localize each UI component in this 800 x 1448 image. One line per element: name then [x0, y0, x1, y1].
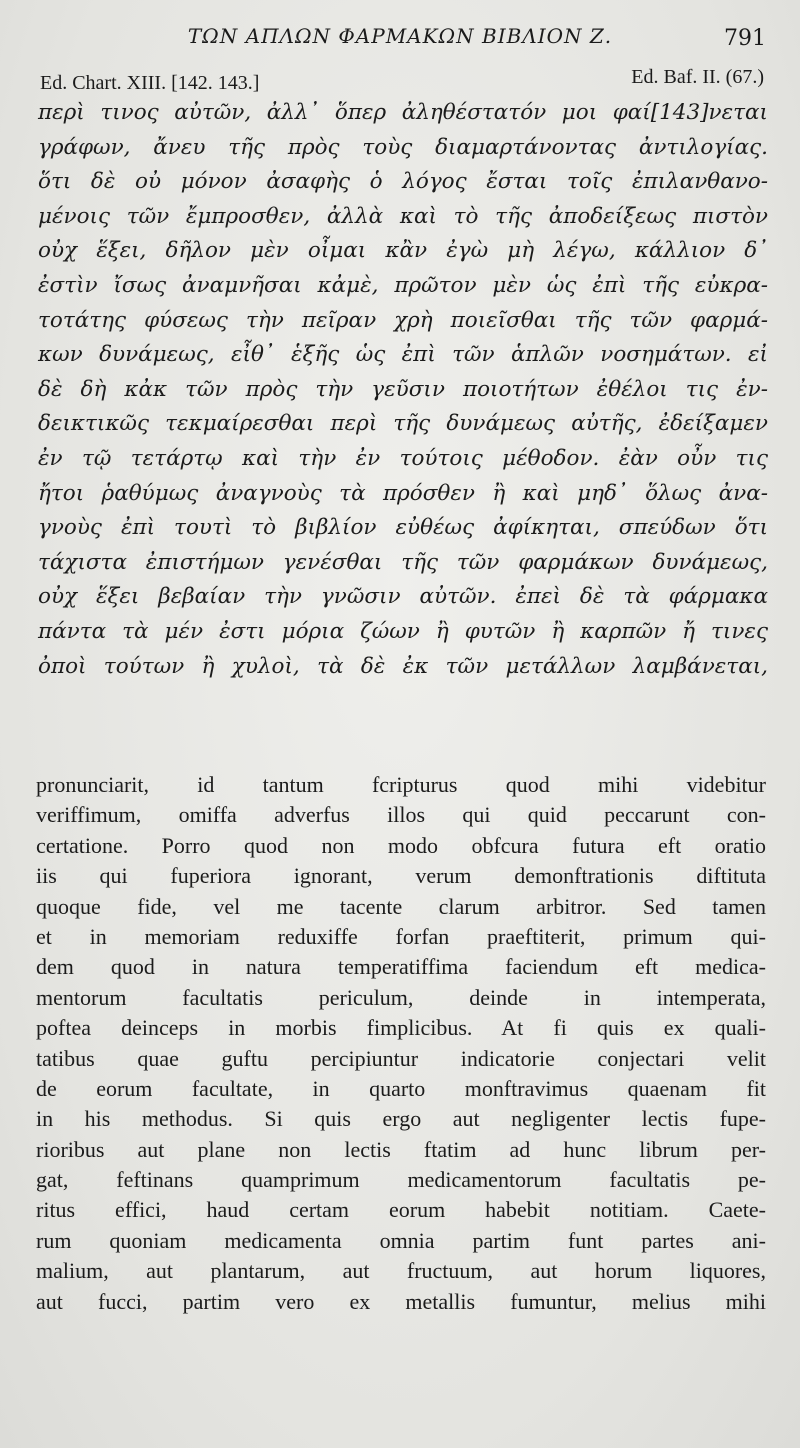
latin-text-block — [36, 770, 766, 1317]
greek-line: τάχιστα ἐπιστήμων γενέσθαι τῆς τῶν φαρμάκων δυνάμεως, — [38, 549, 768, 575]
page-number: 791 — [724, 26, 766, 51]
latin-line: dem quod in natura temperatiffima faciendum eft medica- — [36, 954, 766, 980]
greek-line: ἤτοι ῥαθύμως ἀναγνοὺς τὰ πρόσθεν ἢ καὶ μηδ᾽ ὅλως ἀνα- — [38, 480, 768, 506]
latin-line: ritus effici, haud certam eorum habebit notitiam. Caete- — [36, 1197, 766, 1223]
latin-line: aut fucci, partim vero ex metallis fumuntur, melius mihi — [36, 1288, 766, 1314]
latin-line: malium, aut plantarum, aut fructuum, aut horum liquores, — [36, 1258, 766, 1284]
greek-text-block — [38, 96, 768, 684]
greek-line: οὐχ ἕξει, δῆλον μὲν οἶμαι κἂν ἐγὼ μὴ λέγω, κάλλιον δ᾽ — [38, 238, 768, 264]
latin-line: iis qui fuperiora ignorant, verum demonftrationis diftituta — [36, 863, 766, 889]
latin-line: mentorum facultatis periculum, deinde in intemperata, — [36, 984, 766, 1010]
greek-line: μένοις τῶν ἔμπροσθεν, ἀλλὰ καὶ τὸ τῆς ἀποδείξεως πιστὸν — [38, 203, 768, 229]
latin-line: pronunciarit, id tantum fcripturus quod mihi videbitur — [36, 772, 766, 797]
greek-line: τοτάτης φύσεως τὴν πεῖραν χρὴ ποιεῖσθαι τῆς τῶν φαρμά- — [38, 307, 768, 333]
edition-chartier-reference: Ed. Chart. XIII. [142. 143.] — [40, 72, 260, 94]
greek-line: δὲ δὴ κἀκ τῶν πρὸς τὴν γεῦσιν ποιοτήτων ἐθέλοι τις ἐν- — [38, 376, 768, 402]
latin-line: quoque fide, vel me tacente clarum arbitror. Sed tamen — [36, 893, 766, 919]
greek-line: γράφων, ἄνευ τῆς πρὸς τοὺς διαμαρτάνοντας ἀντιλογίας. — [38, 134, 768, 160]
latin-line: rum quoniam medicamenta omnia partim funt partes ani- — [36, 1227, 766, 1253]
latin-line: in his methodus. Si quis ergo aut negligenter lectis fupe- — [36, 1106, 766, 1132]
greek-line: ὅτι δὲ οὐ μόνον ἀσαφὴς ὁ λόγος ἔσται τοῖς ἐπιλανθανο- — [38, 169, 768, 195]
greek-line: οὐχ ἕξει βεβαίαν τὴν γνῶσιν αὐτῶν. ἐπεὶ δὲ τὰ φάρμακα — [38, 584, 768, 610]
latin-line: certatione. Porro quod non modo obfcura futura eft oratio — [36, 832, 766, 858]
greek-line: ἐστὶν ἴσως ἀναμνῆσαι κἀμὲ, πρῶτον μὲν ὡς ἐπὶ τῆς εὐκρα- — [38, 272, 768, 298]
latin-line: et in memoriam reduxiffe forfan praeftiterit, primum qui- — [36, 923, 766, 949]
latin-line: veriffimum, omiffa adverfus illos qui quid peccarunt con- — [36, 802, 766, 828]
greek-line: ὀποὶ τούτων ἢ χυλοὶ, τὰ δὲ ἐκ τῶν μετάλλων λαμβάνεται, — [38, 653, 768, 679]
greek-line: περὶ τινος αὐτῶν, ἀλλ᾽ ὅπερ ἀληθέστατόν μοι φαί[143]νεται — [38, 100, 768, 125]
greek-line: γνοὺς ἐπὶ τουτὶ τὸ βιβλίον εὐθέως ἀφίκηται, σπεύδων ὅτι — [38, 515, 768, 541]
greek-line: δεικτικῶς τεκμαίρεσθαι περὶ τῆς δυνάμεως αὐτῆς, ἐδείξαμεν — [38, 411, 768, 437]
latin-line: gat, feftinans quamprimum medicamentorum facultatis pe- — [36, 1167, 766, 1193]
running-head: ΤΩΝ ΑΠΛΩΝ ΦΑΡΜΑΚΩΝ ΒΙΒΛΙΟΝ Ζ. — [187, 24, 613, 48]
latin-line: de eorum facultate, in quarto monftravimus quaenam fit — [36, 1075, 766, 1101]
edition-basel-reference: Ed. Baf. II. (67.) — [631, 66, 764, 88]
latin-line: tatibus quae guftu percipiuntur indicatorie conjectari velit — [36, 1045, 766, 1071]
greek-line: ἐν τῷ τετάρτῳ καὶ τὴν ἐν τούτοις μέθοδον. ἐὰν οὖν τις — [38, 445, 768, 471]
greek-line: πάντα τὰ μέν ἐστι μόρια ζώων ἢ φυτῶν ἢ καρπῶν ἤ τινες — [38, 618, 768, 644]
latin-line: rioribus aut plane non lectis ftatim ad hunc librum per- — [36, 1136, 766, 1162]
greek-line: κων δυνάμεως, εἶθ᾽ ἑξῆς ὡς ἐπὶ τῶν ἁπλῶν νοσημάτων. εἰ — [38, 342, 768, 368]
latin-line: poftea deinceps in morbis fimplicibus. At fi quis ex quali- — [36, 1015, 766, 1041]
